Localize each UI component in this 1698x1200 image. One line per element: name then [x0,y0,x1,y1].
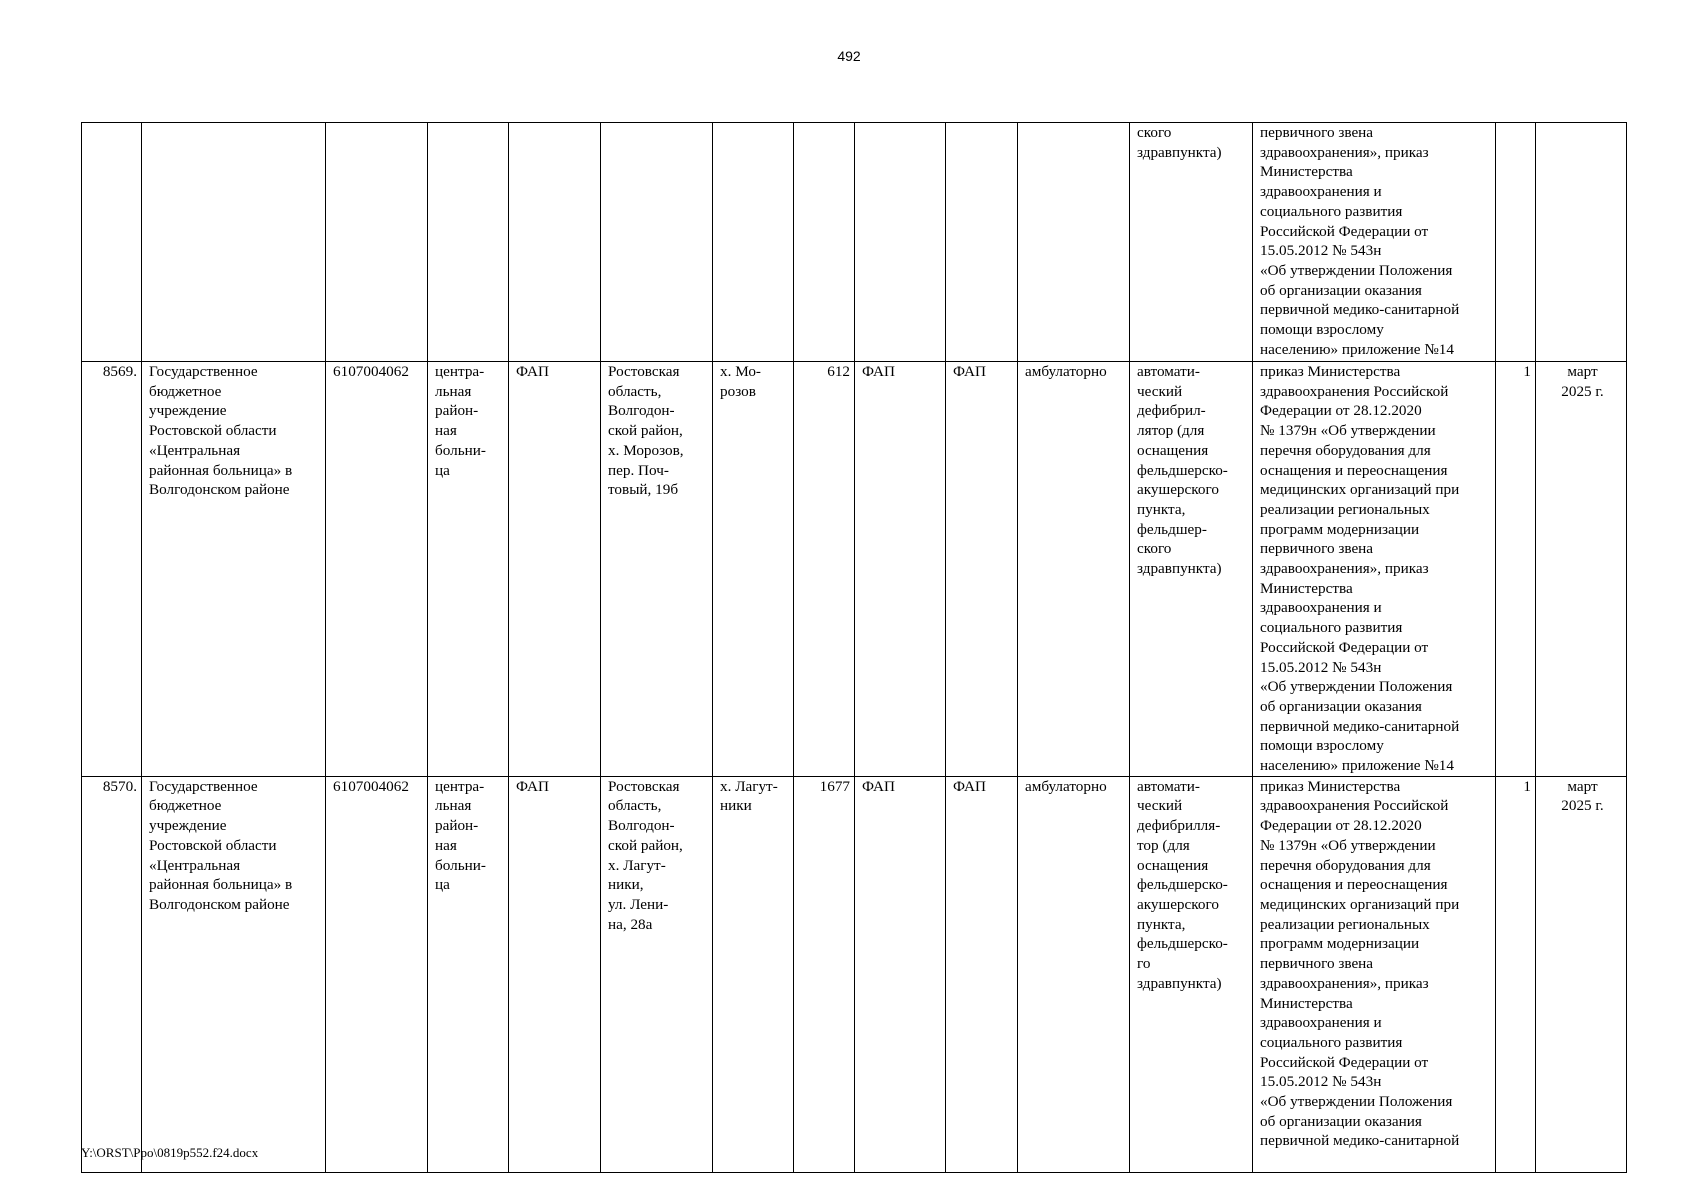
cell-basis: приказ Министерства здравоохранения Российской Федерации от 28.12.2020 № 1379н «Об утверждении перечня оборудования для оснащения и переоснащения медицинских организаций при реализации региональных программ модернизации первичного звена здравоохранения», приказ Министерства здравоохранения и социального развития Российской Федерации от 15.05.2012 № 543н «Об утверждении Положения об организации оказания первичной медико-санитарной помощи взрослому населению» приложение №14 [1253,362,1496,777]
cell-num [82,123,142,362]
cell-type [428,123,509,362]
cell-locality: х. Лагут- ники [713,776,794,1172]
cell-locality [713,123,794,362]
page-number: 492 [837,48,861,64]
equipment-table [81,122,1627,1173]
cell-org: Государственное бюджетное учреждение Ростовской области «Центральная районная больница» в Волгодонском районе [142,776,326,1172]
cell-num: 8569. [82,362,142,777]
cell-unit: ФАП [509,776,601,1172]
cell-facility2: ФАП [946,362,1018,777]
cell-unit [509,123,601,362]
cell-date [1536,123,1627,362]
cell-facility: ФАП [855,362,946,777]
table-row-continuation [82,123,1627,362]
cell-date: март 2025 г. [1536,776,1627,1172]
cell-equipment: ского здравпункта) [1130,123,1253,362]
cell-care [1018,123,1130,362]
cell-inn: 6107004062 [326,776,428,1172]
file-path-footer: Y:\ORST\Ppo\0819p552.f24.docx [81,1145,259,1160]
cell-equipment: автомати- ческий дефибрил- лятор (для оснащения фельдшерско- акушерского пункта, фельдшер- ского здравпункта) [1130,362,1253,777]
cell-basis: приказ Министерства здравоохранения Российской Федерации от 28.12.2020 № 1379н «Об утверждении перечня оборудования для оснащения и переоснащения медицинских организаций при реализации региональных программ модернизации первичного звена здравоохранения», приказ Министерства здравоохранения и социального развития Российской Федерации от 15.05.2012 № 543н «Об утверждении Положения об организации оказания первичной медико-санитарной [1253,776,1496,1172]
cell-equipment: автомати- ческий дефибрилля- тор (для оснащения фельдшерско- акушерского пункта, фельдшерско- го здравпункта) [1130,776,1253,1172]
cell-address: Ростовская область, Волгодон- ской район, х. Морозов, пер. Поч- товый, 19б [601,362,713,777]
cell-facility: ФАП [855,776,946,1172]
cell-type: центра- льная район- ная больни- ца [428,776,509,1172]
cell-care: амбулаторно [1018,362,1130,777]
cell-address: Ростовская область, Волгодон- ской район, х. Лагут- ники, ул. Лени- на, 28а [601,776,713,1172]
cell-population [794,123,855,362]
cell-population: 1677 [794,776,855,1172]
cell-address [601,123,713,362]
cell-org [142,123,326,362]
cell-facility [855,123,946,362]
cell-qty: 1 [1496,362,1536,777]
cell-qty [1496,123,1536,362]
table-row [82,776,1627,1172]
cell-inn: 6107004062 [326,362,428,777]
cell-care: амбулаторно [1018,776,1130,1172]
cell-org: Государственное бюджетное учреждение Ростовской области «Центральная районная больница» в Волгодонском районе [142,362,326,777]
cell-qty: 1 [1496,776,1536,1172]
cell-basis: первичного звена здравоохранения», приказ Министерства здравоохранения и социального развития Российской Федерации от 15.05.2012 № 543н «Об утверждении Положения об организации оказания первичной медико-санитарной помощи взрослому населению» приложение №14 [1253,123,1496,362]
cell-unit: ФАП [509,362,601,777]
cell-facility2: ФАП [946,776,1018,1172]
cell-type: центра- льная район- ная больни- ца [428,362,509,777]
cell-facility2 [946,123,1018,362]
cell-inn [326,123,428,362]
table-row [82,362,1627,777]
cell-date: март 2025 г. [1536,362,1627,777]
cell-locality: х. Мо- розов [713,362,794,777]
cell-population: 612 [794,362,855,777]
cell-num: 8570. [82,776,142,1172]
